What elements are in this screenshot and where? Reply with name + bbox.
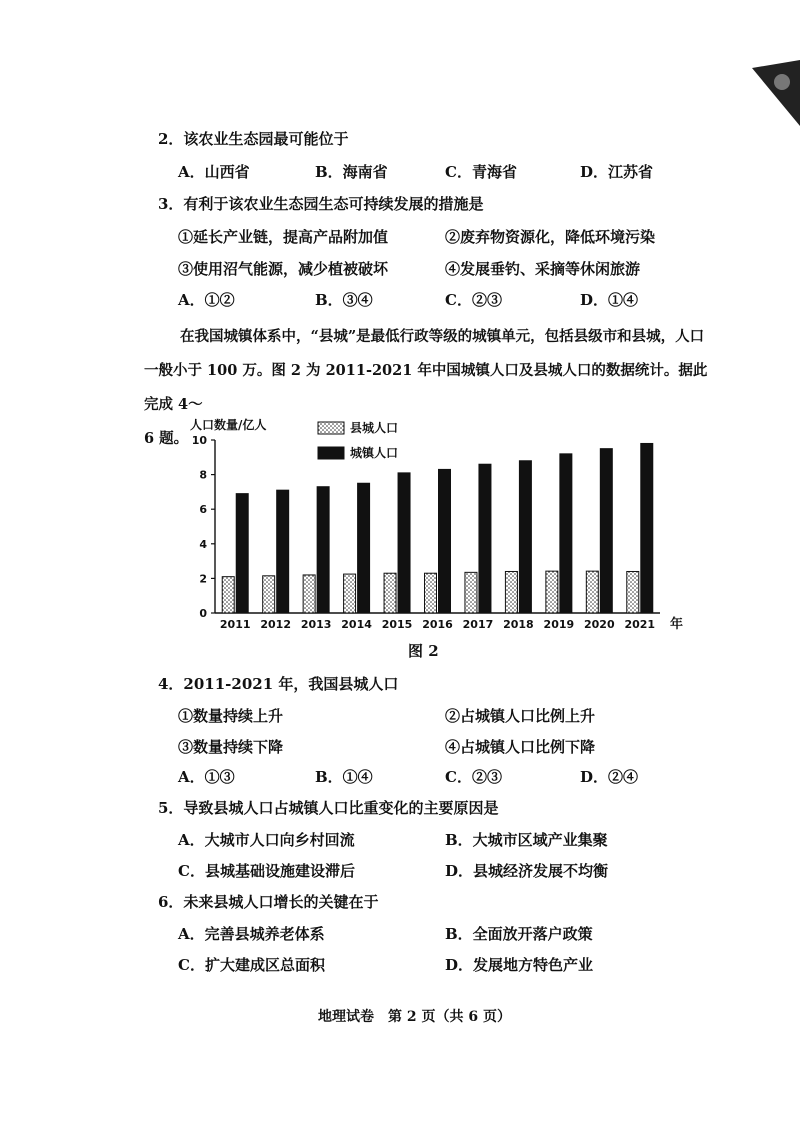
- bar-county-2013: [303, 575, 315, 613]
- x-tick-label: 2020: [584, 618, 615, 631]
- q4-statement-1: ①数量持续上升: [178, 707, 284, 725]
- y-tick-label: 8: [199, 468, 207, 482]
- bar-urban-2019: [560, 454, 572, 613]
- x-tick-label: 2021: [624, 618, 656, 631]
- corner-emblem-icon: [748, 58, 800, 128]
- bar-urban-2018: [519, 461, 531, 613]
- q5-option-a[interactable]: A．大城市人口向乡村回流: [178, 831, 355, 849]
- y-axis-label: 人口数量/亿人: [190, 418, 267, 432]
- bar-urban-2017: [479, 464, 491, 613]
- x-tick-label: 2016: [422, 618, 453, 631]
- q4-statement-3: ③数量持续下降: [178, 738, 284, 756]
- y-tick-label: 10: [191, 434, 207, 447]
- passage-line-3: 6 题。: [144, 430, 189, 447]
- q4-stem: 4．2011-2021 年，我国县城人口: [158, 675, 399, 693]
- q2-option-a[interactable]: A．山西省: [178, 163, 250, 181]
- q2-option-c[interactable]: C．青海省: [445, 163, 517, 181]
- figure-caption: 图 2: [408, 642, 439, 660]
- q4-option-a[interactable]: A．①③: [178, 768, 235, 786]
- x-tick-label: 2015: [381, 618, 413, 631]
- bar-urban-2020: [600, 449, 612, 613]
- x-tick-label: 2019: [543, 618, 575, 631]
- q3-statement-1: ①延长产业链，提高产品附加值: [178, 228, 389, 246]
- x-tick-label: 2017: [462, 618, 494, 631]
- legend-label-county: 县城人口: [350, 421, 399, 435]
- x-tick-label: 2012: [260, 618, 291, 631]
- q4-statement-4: ④占城镇人口比例下降: [445, 738, 596, 756]
- x-tick-label: 2014: [341, 618, 372, 631]
- q4-option-c[interactable]: C．②③: [445, 768, 502, 786]
- bar-urban-2011: [236, 494, 248, 613]
- bar-county-2017: [465, 572, 477, 613]
- bar-county-2012: [263, 576, 275, 613]
- q5-option-c[interactable]: C．县城基础设施建设滞后: [178, 862, 355, 880]
- q4-option-d[interactable]: D．②④: [580, 768, 639, 786]
- bar-urban-2012: [277, 490, 289, 613]
- bar-urban-2014: [358, 483, 370, 613]
- q6-option-a[interactable]: A．完善县城养老体系: [178, 925, 325, 943]
- legend-swatch-county: [318, 422, 344, 434]
- q6-option-c[interactable]: C．扩大建成区总面积: [178, 956, 325, 974]
- q5-stem: 5．导致县城人口占城镇人口比重变化的主要原因是: [158, 799, 499, 817]
- bar-county-2019: [546, 571, 558, 613]
- x-axis-label: 年: [670, 617, 684, 632]
- bar-urban-2016: [439, 469, 451, 613]
- q5-option-b[interactable]: B．大城市区域产业集聚: [445, 831, 608, 849]
- bar-urban-2021: [641, 443, 653, 613]
- q4-statement-2: ②占城镇人口比例上升: [445, 707, 596, 725]
- legend-swatch-urban: [318, 447, 344, 459]
- bar-county-2016: [425, 573, 437, 613]
- q3-statement-3: ③使用沼气能源，减少植被破坏: [178, 260, 389, 278]
- bar-county-2015: [384, 573, 396, 613]
- q6-option-d[interactable]: D．发展地方特色产业: [445, 956, 594, 974]
- q6-stem: 6．未来县城人口增长的关键在于: [158, 893, 379, 911]
- y-tick-label: 2: [199, 572, 207, 586]
- x-tick-label: 2011: [219, 618, 251, 631]
- q3-statement-4: ④发展垂钓、采摘等休闲旅游: [445, 260, 641, 278]
- q2-option-b[interactable]: B．海南省: [315, 163, 388, 181]
- passage-line-2: 一般小于 100 万。图 2 为 2011-2021 年中国城镇人口及县城人口的数据统计。据此完成 4～: [144, 362, 708, 413]
- q3-option-d[interactable]: D．①④: [580, 291, 639, 309]
- q3-option-c[interactable]: C．②③: [445, 291, 502, 309]
- q6-option-b[interactable]: B．全面放开落户政策: [445, 925, 593, 943]
- q5-option-d[interactable]: D．县城经济发展不均衡: [445, 862, 609, 880]
- q3-option-b[interactable]: B．③④: [315, 291, 373, 309]
- legend-label-urban: 城镇人口: [350, 446, 399, 460]
- q2-option-d[interactable]: D．江苏省: [580, 163, 654, 181]
- q4-option-b[interactable]: B．①④: [315, 768, 373, 786]
- q2-stem: 2．该农业生态园最可能位于: [158, 130, 349, 148]
- bar-county-2011: [222, 577, 234, 613]
- q3-stem: 3．有利于该农业生态园生态可持续发展的措施是: [158, 195, 484, 213]
- bar-urban-2015: [398, 473, 410, 613]
- passage-line-1: 在我国城镇体系中，“县城”是最低行政等级的城镇单元，包括县级市和县城，人口: [180, 328, 705, 345]
- y-tick-label: 6: [199, 503, 207, 517]
- bar-urban-2013: [317, 487, 329, 613]
- x-tick-label: 2013: [300, 618, 332, 631]
- q3-statement-2: ②废弃物资源化，降低环境污染: [445, 228, 656, 246]
- bar-county-2021: [627, 571, 639, 613]
- y-tick-label: 0: [199, 607, 207, 620]
- population-bar-chart: [160, 415, 700, 635]
- q3-option-a[interactable]: A．①②: [178, 291, 235, 309]
- y-tick-label: 4: [199, 537, 207, 551]
- bar-county-2020: [586, 571, 598, 613]
- bar-county-2014: [344, 574, 356, 613]
- page-footer: 地理试卷 第 2 页（共 6 页）: [318, 1009, 511, 1025]
- bar-county-2018: [505, 571, 517, 613]
- x-tick-label: 2018: [503, 618, 534, 631]
